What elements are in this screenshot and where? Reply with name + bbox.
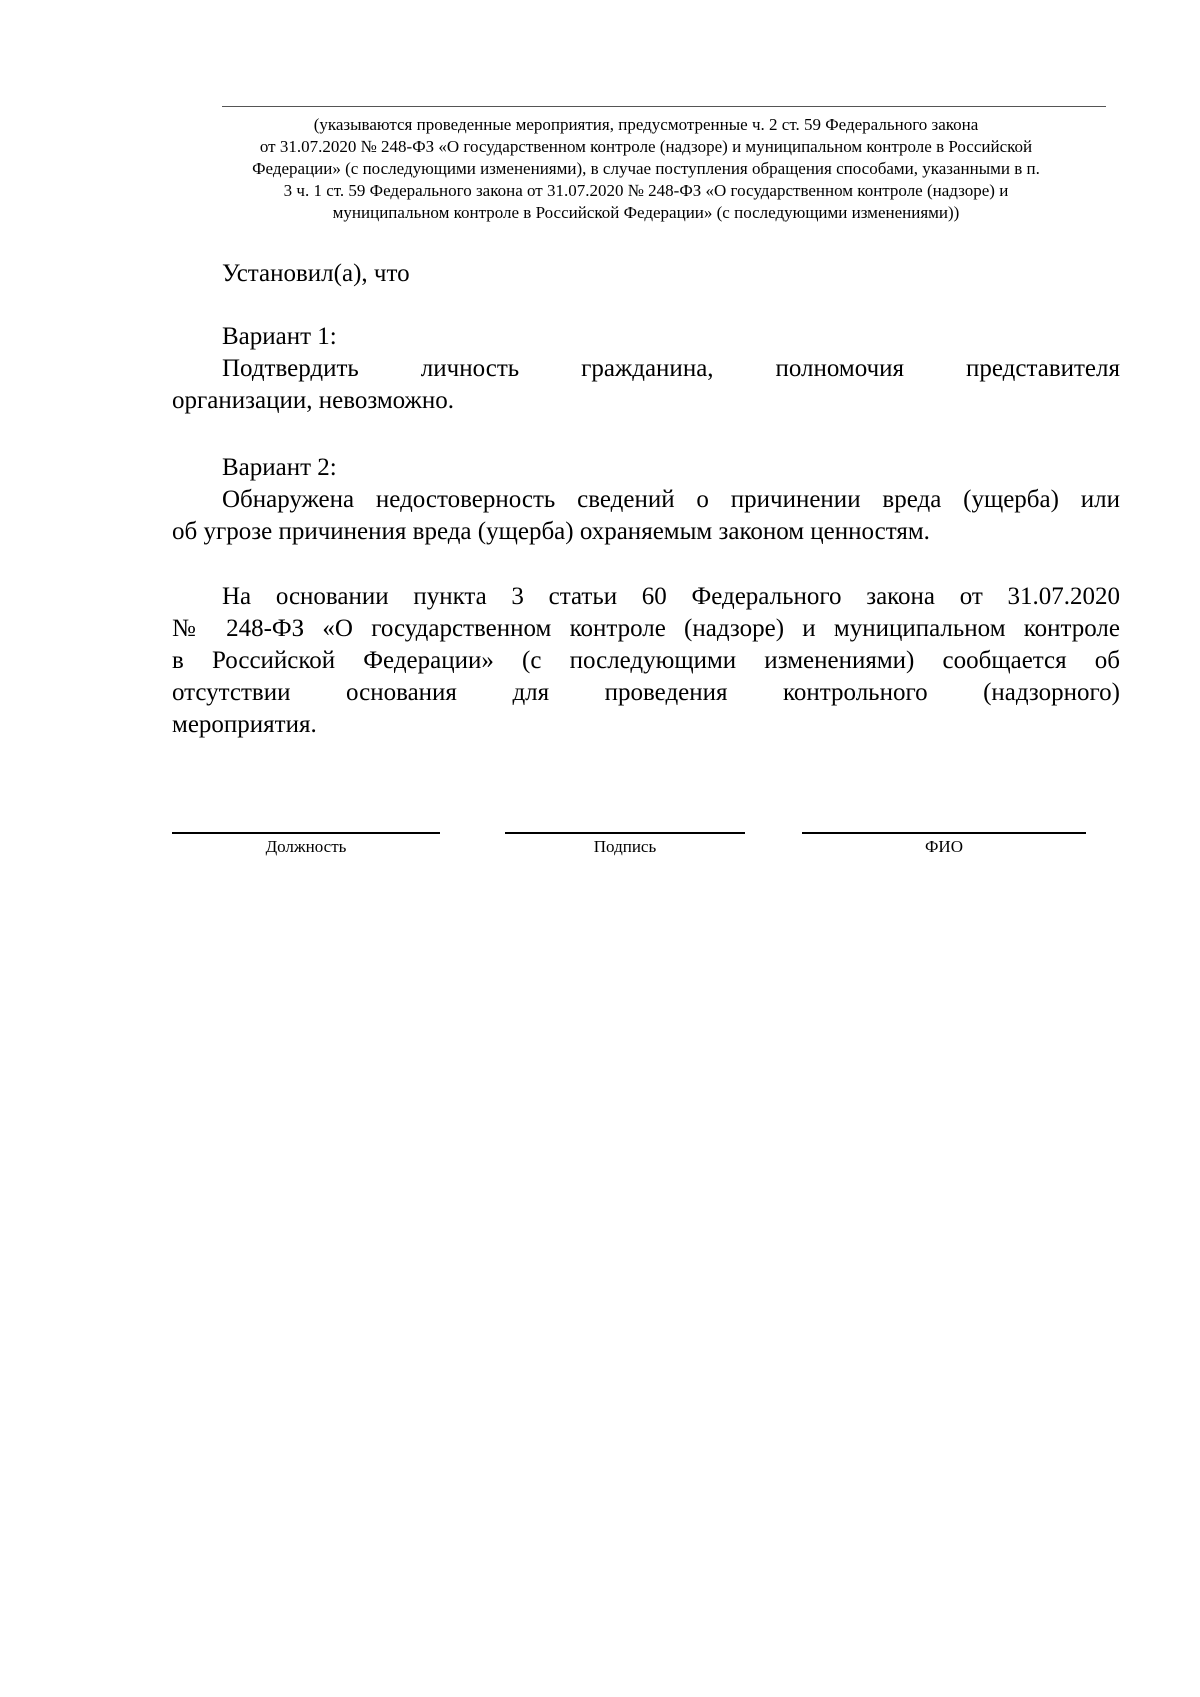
position-signature-line [172,832,440,834]
header-note-line: 3 ч. 1 ст. 59 Федерального закона от 31.07.2020 № 248-ФЗ «О государственном контроле (надзоре) и [283,181,1009,200]
signature-label: Подпись [593,837,657,856]
header-note-line: Федерации» (с последующими изменениями), в случае поступления обращения способами, указанными в п. [252,159,1040,178]
variant-1-heading: Вариант 1: [222,323,337,350]
basis-line: отсутствии основания для проведения контрольного (надзорного) [172,679,1120,706]
header-note-line: от 31.07.2020 № 248-ФЗ «О государственном контроле (надзоре) и муниципальном контроле в Российской [259,137,1033,156]
basis-line: На основании пункта 3 статьи 60 Федерального закона от 31.07.2020 [222,583,1120,610]
position-label: Должность [265,837,347,856]
established-paragraph [172,258,1120,290]
header-note [172,114,1120,224]
header-note-line: муниципальном контроле в Российской Федерации» (с последующими изменениями)) [332,203,960,222]
header-note-line: (указываются проведенные мероприятия, предусмотренные ч. 2 ст. 59 Федерального закона [313,115,979,134]
basis-paragraph [172,581,1120,741]
variant-2-heading: Вариант 2: [222,454,337,481]
basis-line: мероприятия. [172,711,317,738]
variant-2-block [172,452,1120,548]
variant-1-line: Подтвердить личность гражданина, полномочия представителя [222,355,1120,382]
basis-line: в Российской Федерации» (с последующими изменениями) сообщается об [172,647,1120,674]
variant-1-block [172,321,1120,417]
name-signature-line [802,832,1086,834]
name-label: ФИО [925,837,963,856]
top-underline [222,106,1106,107]
variant-2-line: Обнаружена недостоверность сведений о причинении вреда (ущерба) или [222,486,1120,513]
signature-line [505,832,745,834]
variant-2-line: об угрозе причинения вреда (ущерба) охраняемым законом ценностям. [172,518,930,545]
variant-1-line: организации, невозможно. [172,387,454,414]
basis-line: № 248-ФЗ «О государственном контроле (надзоре) и муниципальном контроле [172,615,1120,642]
established-text: Установил(а), что [222,260,410,287]
